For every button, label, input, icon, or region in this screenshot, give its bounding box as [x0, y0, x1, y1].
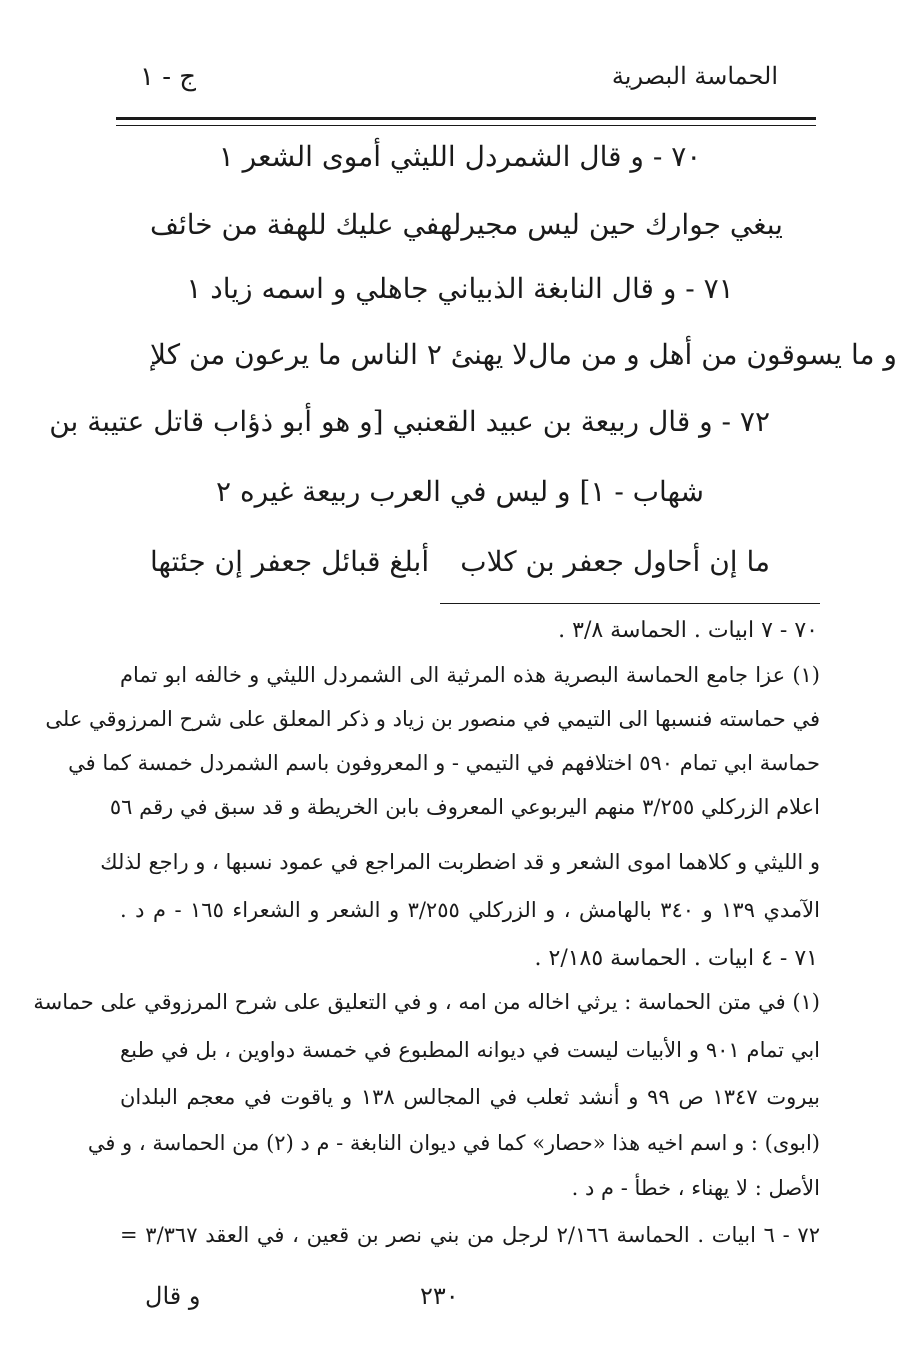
page-number: ٢٣٠	[420, 1282, 459, 1310]
header-rule	[116, 117, 816, 120]
verse-second-hemistich: و ما يسوقون من أهل و من مال	[528, 338, 897, 371]
footnote-70-line: حماسة ابي تمام ٥٩٠ اختلافهم في التيمي - و المعروفون باسم الشمردل خمسة كما في	[68, 751, 820, 775]
footnote-70-heading: ٧٠ - ٧ ابيات . الحماسة ٣/٨ .	[558, 618, 818, 643]
footnote-71-line: (١) في متن الحماسة : يرثي اخاله من امه ، و في التعليق على شرح المرزوقي على حماسة	[33, 990, 820, 1014]
footnote-72-heading: ٧٢ - ٦ ابيات . الحماسة ٢/١٦٦ لرجل من بني نصر بن قعين ، في العقد ٣/٣٦٧ =	[120, 1223, 820, 1247]
footnote-70-line: و الليثي و كلاهما اموى الشعر و قد اضطربت المراجع في عمود نسبها ، و راجع لذلك	[100, 850, 820, 874]
verse-first-hemistich: لهفي عليك للهفة من خائف	[150, 208, 462, 241]
verse-first-hemistich: أبلغ قبائل جعفر إن جئتها	[150, 545, 430, 578]
poem-heading-72-cont: شهاب - ١] و ليس في العرب ربيعة غيره ٢	[216, 475, 704, 508]
verse-70	[150, 208, 783, 241]
footnote-70-line: في حماسته فنسبها الى التيمي في منصور بن زياد و ذكر المعلق على شرح المرزوقي على	[45, 707, 820, 731]
poem-heading-71: ٧١ - و قال النابغة الذبياني جاهلي و اسمه زياد ١	[186, 272, 734, 305]
footnote-70-line: اعلام الزركلي ٣/٢٥٥ منهم اليربوعي المعروف بابن الخريطة و قد سبق في رقم ٥٦	[109, 795, 820, 819]
volume-label: ج - ١	[140, 62, 197, 92]
footnote-71-line: الأصل : لا يهناء ، خطأ - م د .	[571, 1176, 820, 1200]
footnote-71-line: بيروت ١٣٤٧ ص ٩٩ و أنشد ثعلب في المجالس ١٣٨ و ياقوت في معجم البلدان	[120, 1085, 820, 1109]
verse-second-hemistich: يبغي جوارك حين ليس مجير	[461, 208, 783, 241]
verse-second-hemistich: ما إن أحاول جعفر بن كلاب	[460, 545, 770, 578]
header-rule-thin	[116, 125, 816, 126]
running-title: الحماسة البصرية	[611, 62, 778, 90]
footnote-70-line: الآمدي ١٣٩ و ٣٤٠ بالهامش ، و الزركلي ٣/٢٥٥ و الشعر و الشعراء ١٦٥ - م د .	[120, 898, 820, 922]
poem-heading-70: ٧٠ - و قال الشمردل الليثي أموى الشعر ١	[218, 140, 702, 173]
footnote-71-line: ابي تمام ٩٠١ و الأبيات ليست في ديوانه المطبوع في خمسة دواوين ، بل في طبع	[120, 1038, 821, 1062]
footnote-70-line: (١) عزا جامع الحماسة البصرية هذه المرثية الى الشمردل الليثي و خالفه ابو تمام	[120, 663, 820, 687]
verse-first-hemistich: لا يهنئ ٢ الناس ما يرعون من كلإ	[150, 338, 529, 371]
poem-heading-72: ٧٢ - و قال ربيعة بن عبيد القعنبي [و هو أبو ذؤاب قاتل عتيبة بن	[49, 405, 770, 438]
footnote-71-heading: ٧١ - ٤ ابيات . الحماسة ٢/١٨٥ .	[534, 946, 818, 971]
catchword: و قال	[145, 1282, 201, 1310]
footnote-71-line: (ابوى) : و اسم اخيه هذا «حصار» كما في ديوان النابغة - م د (٢) من الحماسة ، و في	[87, 1131, 820, 1155]
footnote-separator	[440, 603, 820, 604]
verse-72	[150, 545, 770, 578]
verse-71	[150, 338, 897, 371]
